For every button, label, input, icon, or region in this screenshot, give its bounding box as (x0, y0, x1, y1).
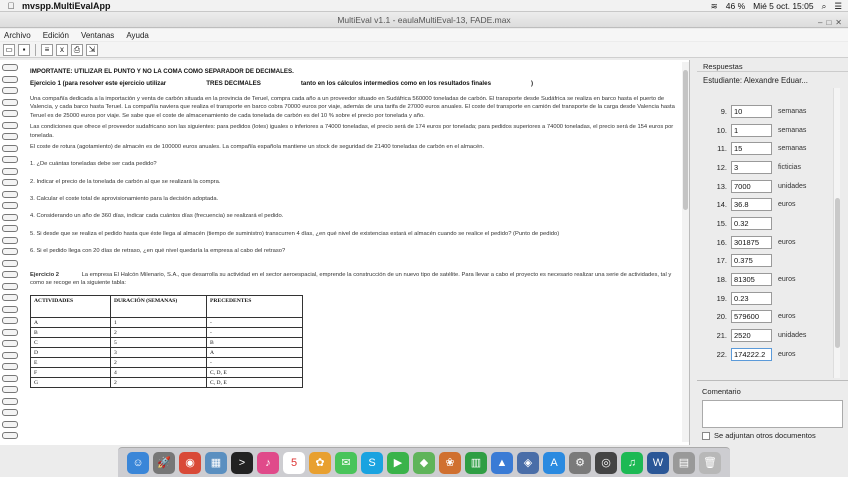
answer-unit: euros (778, 201, 796, 209)
answer-input[interactable]: 0.23 (731, 292, 772, 305)
exercise-1-stock: El coste de rotura (agotamiento) de almacén es de 100000 euros anuales. La compañía española mantiene un stock de seguridad de 21400 toneladas de carbón en el almacén. (30, 143, 485, 150)
spiral-ring (2, 99, 18, 106)
spiral-ring (2, 191, 18, 198)
answer-row (705, 345, 830, 364)
activities-table-body (31, 318, 303, 388)
answer-number: 12. (716, 162, 727, 172)
answer-number: 22. (716, 349, 727, 359)
table-cell: G (31, 378, 111, 388)
answer-row (705, 326, 830, 345)
table-cell: A (31, 318, 111, 328)
answer-unit: euros (778, 313, 796, 321)
list-icon[interactable]: ≡ (41, 44, 53, 56)
table-cell: 2 (111, 328, 207, 338)
table-row (31, 338, 303, 348)
spiral-ring (2, 260, 18, 267)
spiral-ring (2, 145, 18, 152)
menu-list-icon[interactable]: ☰ (834, 0, 842, 11)
answer-row (705, 195, 830, 214)
menu-bar (0, 0, 848, 12)
table-cell: C, D, E (207, 368, 303, 378)
spiral-ring (2, 409, 18, 416)
answer-row (705, 121, 830, 140)
spiral-ring (2, 122, 18, 129)
facetime-icon[interactable]: ▶ (387, 452, 409, 474)
trash-icon[interactable]: 🗑 (699, 452, 721, 474)
table-header-row (31, 296, 303, 318)
spiral-ring (2, 168, 18, 175)
preview-icon[interactable]: ▦ (205, 452, 227, 474)
spiral-ring (2, 363, 18, 370)
answer-unit: unidades (778, 332, 807, 340)
maps-icon[interactable]: ◆ (413, 452, 435, 474)
answer-unit: unidades (778, 182, 807, 190)
table-cell: - (207, 318, 303, 328)
answers-list (705, 102, 830, 364)
table-header: DURACIÓN (SEMANAS) (111, 296, 207, 318)
wifi-icon[interactable]: ≋ (710, 0, 718, 11)
answer-input[interactable]: 1 (731, 124, 772, 137)
answers-scroll-thumb[interactable] (835, 198, 840, 348)
table-cell: F (31, 368, 111, 378)
apple-icon[interactable] (0, 1, 22, 11)
attach-option[interactable] (702, 431, 816, 440)
table-row (31, 348, 303, 358)
table-row (31, 368, 303, 378)
table-cell: 5 (111, 338, 207, 348)
search-icon[interactable]: ⌕ (821, 0, 827, 11)
table-cell: C (31, 338, 111, 348)
menu-edicion[interactable]: Edición (42, 30, 69, 40)
answer-number: 20. (716, 312, 727, 322)
spiral-ring (2, 87, 18, 94)
answer-unit: euros (778, 276, 796, 284)
table-cell: D (31, 348, 111, 358)
spiral-ring (2, 283, 18, 290)
answer-unit: euros (778, 350, 796, 358)
save-icon[interactable]: ▪ (18, 44, 30, 56)
export-icon[interactable]: ⇲ (86, 44, 98, 56)
spotify-icon[interactable]: ♫ (621, 452, 643, 474)
answer-number: 15. (716, 218, 727, 228)
spiral-ring (2, 386, 18, 393)
answer-row (705, 158, 830, 177)
answer-number: 9. (720, 106, 727, 116)
answer-number: 10. (716, 125, 727, 135)
spiral-ring (2, 294, 18, 301)
question-5: 5. Si desde que se realiza el pedido hasta que éste llega al almacén (tiempo de suministro) transcurren 4 días, ¿en qué nivel de existencias estará el almacén cuando se realice el pedido? (Punto de pedido) (30, 230, 560, 237)
table-cell: A (207, 348, 303, 358)
spiral-ring (2, 214, 18, 221)
spiral-ring (2, 133, 18, 140)
answer-input[interactable]: 0.32 (731, 217, 772, 230)
menu-archivo[interactable]: Archivo (4, 30, 31, 40)
calendar-icon[interactable]: 5 (283, 452, 305, 474)
table-row (31, 328, 303, 338)
answer-row (705, 177, 830, 196)
toolbar (0, 42, 848, 58)
table-row (31, 358, 303, 368)
skype-icon[interactable]: S (361, 452, 383, 474)
spiral-ring (2, 352, 18, 359)
table-row (31, 318, 303, 328)
spiral-ring (2, 398, 18, 405)
document-scrollbar[interactable] (682, 62, 689, 442)
finder-icon[interactable]: ☺ (127, 452, 149, 474)
appstore-icon[interactable]: A (543, 452, 565, 474)
answer-number: 13. (716, 181, 727, 191)
question-1: 1. ¿De cuántas toneladas debe ser cada pedido? (30, 161, 157, 168)
table-cell: B (31, 328, 111, 338)
chrome-icon[interactable]: ◉ (179, 452, 201, 474)
terminal-icon[interactable]: > (231, 452, 253, 474)
comment-label: Comentario (702, 387, 741, 396)
question-6: 6. Si el pedido llega con 20 días de retraso, ¿en qué nivel quedaría la empresa al cabo del retraso? (30, 248, 286, 255)
exercise-1-title-c: tanto en los cálculos intermedios como en los resultados finales (300, 79, 492, 87)
answer-unit: ficticias (778, 163, 801, 171)
itunes-icon[interactable]: ♪ (257, 452, 279, 474)
spiral-ring (2, 340, 18, 347)
table-cell: - (207, 328, 303, 338)
keynote-icon[interactable]: ▲ (491, 452, 513, 474)
answer-row (705, 102, 830, 121)
answer-input[interactable]: 301875 (731, 236, 772, 249)
table-cell: 4 (111, 368, 207, 378)
table-cell: 1 (111, 318, 207, 328)
question-2: 2. Indicar el precio de la tonelada de carbón al que se realizará la compra. (30, 178, 221, 185)
table-row (31, 378, 303, 388)
word-icon[interactable]: W (647, 452, 669, 474)
launchpad-icon[interactable]: 🚀 (153, 452, 175, 474)
answer-number: 14. (716, 200, 727, 210)
answer-input[interactable]: 15 (731, 142, 772, 155)
panel-divider[interactable] (697, 380, 848, 384)
document-icon[interactable]: ▤ (673, 452, 695, 474)
answer-number: 21. (716, 331, 727, 341)
answers-panel (697, 60, 848, 445)
answer-number: 19. (716, 293, 727, 303)
spiral-ring (2, 432, 18, 439)
attach-checkbox[interactable] (702, 432, 710, 440)
question-3: 3. Calcular el coste total de aprovisionamiento para la decisión adoptada. (30, 196, 219, 203)
answers-scrollbar[interactable] (833, 88, 840, 378)
table-cell: 2 (111, 378, 207, 388)
spiral-ring (2, 271, 18, 278)
exercise-2-title: Ejercicio 2 (30, 271, 60, 278)
toolbar-separator (35, 44, 36, 56)
exercise-1-title (30, 80, 685, 89)
important-note: IMPORTANTE: UTILIZAR EL PUNTO Y NO LA COMA COMO SEPARADOR DE DECIMALES. (30, 68, 294, 75)
answer-unit: euros (778, 238, 796, 246)
spiral-ring (2, 375, 18, 382)
menu-ventanas[interactable]: Ventanas (80, 30, 115, 40)
answer-input[interactable]: 174222.2 (731, 348, 772, 361)
settings-icon[interactable]: ⚙ (569, 452, 591, 474)
exercise-1-title-d: ) (531, 79, 534, 87)
answer-input[interactable]: 7000 (731, 180, 772, 193)
answer-input[interactable]: 579600 (731, 310, 772, 323)
table-cell: E (31, 358, 111, 368)
student-name: Estudiante: Alexandre Eduar... (703, 76, 808, 85)
table-cell: 3 (111, 348, 207, 358)
answers-panel-title: Respuestas (697, 60, 848, 72)
answer-input[interactable]: 36.8 (731, 198, 772, 211)
wheel-icon[interactable]: ◎ (595, 452, 617, 474)
spiral-ring (2, 248, 18, 255)
spiral-ring (2, 237, 18, 244)
answer-input[interactable]: 10 (731, 105, 772, 118)
spiral-ring (2, 202, 18, 209)
window-title: MultiEval v1.1 - eaulaMultiEval-13, FADE.max (337, 15, 511, 25)
table-cell: 2 (111, 358, 207, 368)
open-folder-icon[interactable]: ▭ (3, 44, 15, 56)
exercise-document (30, 68, 685, 388)
exercise-1-conditions: Las condiciones que ofrece el proveedor sudafricano son las siguientes: para pedidos (lotes) iguales o inferiores a 74000 toneladas, el precio será de 174 euros por tonelada; para pedidos superiores a 74000 toneladas, el precio será de 154 euros por tonelada. (30, 124, 674, 139)
table-cell: C, D, E (207, 378, 303, 388)
gallery-icon[interactable]: ❀ (439, 452, 461, 474)
spiral-ring (2, 76, 18, 83)
formula-icon[interactable]: x (56, 44, 68, 56)
menu-ayuda[interactable]: Ayuda (126, 30, 149, 40)
exercise-2-statement (30, 271, 685, 288)
table-header: ACTIVIDADES (31, 296, 111, 318)
window-title-bar (0, 13, 848, 28)
window-controls (818, 15, 842, 30)
activities-table (30, 295, 303, 388)
document-scroll-thumb[interactable] (683, 70, 688, 210)
answer-number: 18. (716, 275, 727, 285)
answer-row (705, 233, 830, 252)
photos-icon[interactable]: ✿ (309, 452, 331, 474)
spiral-ring (2, 306, 18, 313)
table-header: PRECEDENTES (207, 296, 303, 318)
spiral-ring (2, 110, 18, 117)
exercise-2-text: La empresa El Halcón Milenario, S.A., que desarrolla su actividad en el sector aeroespacial, emprende la construcción de un nuevo tipo de satélite. Para llevar a cabo el proyecto es necesario realizar una serie de actividades, tal y como se recoge en la siguiente tabla: (30, 271, 672, 287)
answer-unit: semanas (778, 145, 807, 153)
print-icon[interactable]: ⎙ (71, 44, 83, 56)
answer-row (705, 308, 830, 327)
spiral-ring (2, 156, 18, 163)
answer-unit: semanas (778, 107, 807, 115)
exercise-1-statement: Una compañía dedicada a la importación y venta de carbón situada en la provincia de Teruel, compra cada año a un proveedor situado en Sudáfrica 560000 toneladas de carbón. El transporte desde Sudáfrica se realiza en barco hasta el puerto de Valencia, y cada barco hasta Teruel. La compañía naviera que realiza el transporte en barco cobra 70000 euros por viaje, además de una tarifa de 27000 euros anuales. El coste del transporte en camión del transporte de la carga desde Valencia hasta Teruel es de 25000 euros por viaje. Se sabe que el coste de almacenamiento de cada tonelada de carbón es del 10 % sobre el precio por tonelada y año. (30, 95, 675, 119)
answer-input[interactable]: 0.375 (731, 254, 772, 267)
status-area (711, 0, 842, 12)
app-menu-bar (0, 29, 848, 41)
minimize-icon[interactable]: – (818, 18, 823, 27)
answer-input[interactable]: 3 (731, 161, 772, 174)
spiral-ring (2, 329, 18, 336)
spiral-ring (2, 421, 18, 428)
clock[interactable]: Mié 5 oct. 15:05 (753, 1, 814, 11)
comment-field[interactable] (702, 400, 843, 428)
app-menu-name[interactable]: mvspp.MultiEvalApp (22, 0, 111, 11)
answer-row (705, 289, 830, 308)
exercise-1-title-a: Ejercicio 1 (para resolver este ejercicio utilizar (30, 79, 167, 87)
dock (118, 447, 730, 477)
battery-indicator[interactable]: 46 % (725, 1, 746, 11)
answer-row (705, 252, 830, 271)
numbers-icon[interactable]: ▥ (465, 452, 487, 474)
table-cell: - (207, 358, 303, 368)
spiral-binding (2, 64, 20, 444)
document-pane[interactable] (0, 60, 690, 445)
close-icon[interactable]: ✕ (835, 18, 842, 27)
answer-row (705, 270, 830, 289)
answer-input[interactable]: 81305 (731, 273, 772, 286)
maximize-icon[interactable]: □ (826, 18, 832, 27)
spiral-ring (2, 317, 18, 324)
answer-row (705, 139, 830, 158)
spiral-ring (2, 225, 18, 232)
answer-number: 11. (717, 144, 727, 154)
answer-number: 16. (716, 237, 727, 247)
preview2-icon[interactable]: ◈ (517, 452, 539, 474)
spiral-ring (2, 179, 18, 186)
answer-number: 17. (716, 256, 727, 266)
spiral-ring (2, 64, 18, 71)
answer-input[interactable]: 2520 (731, 329, 772, 342)
exercise-1-title-b: TRES DECIMALES (206, 79, 261, 87)
attach-label: Se adjuntan otros documentos (714, 431, 816, 440)
table-cell: B (207, 338, 303, 348)
answer-unit: semanas (778, 126, 807, 134)
messages-icon[interactable]: ✉ (335, 452, 357, 474)
answer-row (705, 214, 830, 233)
question-4: 4. Considerando un año de 360 días, indicar cada cuántos días (frecuencia) se realizará el pedido. (30, 213, 284, 220)
